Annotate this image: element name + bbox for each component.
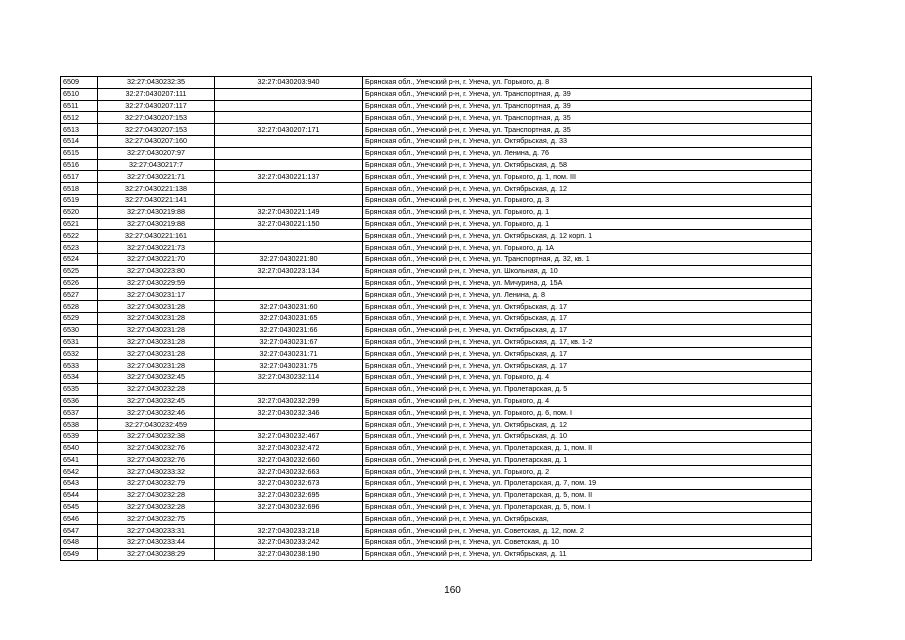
row-number-cell: 6528 [61,301,98,313]
table-row [61,289,812,301]
table-row [61,100,812,112]
parent-cadastral-number-cell [215,289,363,301]
address-cell: Брянская обл., Унечский р-н, г. Унеча, ул. Школьная, д. 10 [363,265,812,277]
cadastral-number-cell: 32:27:0430232:76 [98,454,215,466]
parent-cadastral-number-cell: 32:27:0430232:299 [215,395,363,407]
parent-cadastral-number-cell: 32:27:0430232:346 [215,407,363,419]
table-row [61,478,812,490]
property-table-body [61,77,812,561]
cadastral-number-cell: 32:27:0430232:75 [98,513,215,525]
row-number-cell: 6544 [61,489,98,501]
cadastral-number-cell: 32:27:0430231:28 [98,324,215,336]
parent-cadastral-number-cell [215,242,363,254]
parent-cadastral-number-cell: 32:27:0430232:695 [215,489,363,501]
parent-cadastral-number-cell [215,513,363,525]
parent-cadastral-number-cell: 32:27:0430221:137 [215,171,363,183]
table-row [61,183,812,195]
address-cell: Брянская обл., Унечский р-н, г. Унеча, ул. Октябрьская, д. 17 [363,360,812,372]
row-number-cell: 6524 [61,253,98,265]
parent-cadastral-number-cell: 32:27:0430231:65 [215,312,363,324]
parent-cadastral-number-cell: 32:27:0430232:663 [215,466,363,478]
table-row [61,407,812,419]
cadastral-number-cell: 32:27:0430232:38 [98,430,215,442]
table-row [61,253,812,265]
address-cell: Брянская обл., Унечский р-н, г. Унеча, ул. Октябрьская, д. 17 [363,348,812,360]
cadastral-number-cell: 32:27:0430232:28 [98,383,215,395]
table-row [61,537,812,549]
row-number-cell: 6549 [61,548,98,560]
cadastral-number-cell: 32:27:0430221:161 [98,230,215,242]
row-number-cell: 6512 [61,112,98,124]
parent-cadastral-number-cell: 32:27:0430231:67 [215,336,363,348]
parent-cadastral-number-cell [215,383,363,395]
table-row [61,419,812,431]
parent-cadastral-number-cell [215,88,363,100]
row-number-cell: 6510 [61,88,98,100]
address-cell: Брянская обл., Унечский р-н, г. Унеча, ул. Пролетарская, д. 5, пом. I [363,501,812,513]
cadastral-number-cell: 32:27:0430232:46 [98,407,215,419]
row-number-cell: 6511 [61,100,98,112]
parent-cadastral-number-cell: 32:27:0430223:134 [215,265,363,277]
row-number-cell: 6513 [61,124,98,136]
table-row [61,466,812,478]
table-row [61,324,812,336]
cadastral-number-cell: 32:27:0430207:97 [98,147,215,159]
cadastral-number-cell: 32:27:0430231:28 [98,301,215,313]
address-cell: Брянская обл., Унечский р-н, г. Унеча, ул. Горького, д. 1 [363,218,812,230]
address-cell: Брянская обл., Унечский р-н, г. Унеча, ул. Транспортная, д. 35 [363,112,812,124]
row-number-cell: 6529 [61,312,98,324]
row-number-cell: 6534 [61,371,98,383]
table-row [61,242,812,254]
parent-cadastral-number-cell: 32:27:0430221:80 [215,253,363,265]
cadastral-number-cell: 32:27:0430232:45 [98,395,215,407]
address-cell: Брянская обл., Унечский р-н, г. Унеча, ул. Октябрьская, д. 17, кв. 1-2 [363,336,812,348]
address-cell: Брянская обл., Унечский р-н, г. Унеча, ул. Пролетарская, д. 5 [363,383,812,395]
row-number-cell: 6532 [61,348,98,360]
row-number-cell: 6518 [61,183,98,195]
address-cell: Брянская обл., Унечский р-н, г. Унеча, ул. Транспортная, д. 39 [363,100,812,112]
address-cell: Брянская обл., Унечский р-н, г. Унеча, ул. Октябрьская, д. 12 корп. 1 [363,230,812,242]
address-cell: Брянская обл., Унечский р-н, г. Унеча, ул. Пролетарская, д. 7, пом. 19 [363,478,812,490]
address-cell: Брянская обл., Унечский р-н, г. Унеча, ул. Октябрьская, д. 12 [363,419,812,431]
address-cell: Брянская обл., Унечский р-н, г. Унеча, ул. Октябрьская, д. 10 [363,430,812,442]
row-number-cell: 6543 [61,478,98,490]
table-row [61,513,812,525]
address-cell: Брянская обл., Унечский р-н, г. Унеча, ул. Горького, д. 1 [363,206,812,218]
row-number-cell: 6526 [61,277,98,289]
parent-cadastral-number-cell: 32:27:0430233:242 [215,537,363,549]
table-row [61,348,812,360]
row-number-cell: 6537 [61,407,98,419]
cadastral-number-cell: 32:27:0430232:35 [98,77,215,89]
table-row [61,525,812,537]
row-number-cell: 6547 [61,525,98,537]
parent-cadastral-number-cell [215,419,363,431]
parent-cadastral-number-cell: 32:27:0430232:472 [215,442,363,454]
parent-cadastral-number-cell: 32:27:0430221:150 [215,218,363,230]
parent-cadastral-number-cell [215,147,363,159]
cadastral-number-cell: 32:27:0430207:153 [98,112,215,124]
address-cell: Брянская обл., Унечский р-н, г. Унеча, ул. Транспортная, д. 32, кв. 1 [363,253,812,265]
row-number-cell: 6531 [61,336,98,348]
parent-cadastral-number-cell: 32:27:0430232:673 [215,478,363,490]
table-row [61,360,812,372]
cadastral-number-cell: 32:27:0430219:88 [98,218,215,230]
parent-cadastral-number-cell [215,194,363,206]
address-cell: Брянская обл., Унечский р-н, г. Унеча, ул. Октябрьская, д. 17 [363,301,812,313]
parent-cadastral-number-cell [215,277,363,289]
address-cell: Брянская обл., Унечский р-н, г. Унеча, ул. Горького, д. 4 [363,371,812,383]
parent-cadastral-number-cell [215,159,363,171]
cadastral-number-cell: 32:27:0430207:153 [98,124,215,136]
row-number-cell: 6533 [61,360,98,372]
parent-cadastral-number-cell [215,100,363,112]
row-number-cell: 6509 [61,77,98,89]
address-cell: Брянская обл., Унечский р-н, г. Унеча, ул. Транспортная, д. 39 [363,88,812,100]
address-cell: Брянская обл., Унечский р-н, г. Унеча, ул. Горького, д. 1А [363,242,812,254]
cadastral-number-cell: 32:27:0430221:70 [98,253,215,265]
cadastral-number-cell: 32:27:0430207:160 [98,135,215,147]
cadastral-number-cell: 32:27:0430229:59 [98,277,215,289]
address-cell: Брянская обл., Унечский р-н, г. Унеча, ул. Октябрьская, [363,513,812,525]
parent-cadastral-number-cell: 32:27:0430233:218 [215,525,363,537]
row-number-cell: 6517 [61,171,98,183]
address-cell: Брянская обл., Унечский р-н, г. Унеча, ул. Ленина, д. 76 [363,147,812,159]
row-number-cell: 6545 [61,501,98,513]
table-row [61,312,812,324]
cadastral-number-cell: 32:27:0430231:17 [98,289,215,301]
row-number-cell: 6516 [61,159,98,171]
cadastral-number-cell: 32:27:0430223:80 [98,265,215,277]
row-number-cell: 6548 [61,537,98,549]
cadastral-number-cell: 32:27:0430221:138 [98,183,215,195]
cadastral-number-cell: 32:27:0430231:28 [98,312,215,324]
address-cell: Брянская обл., Унечский р-н, г. Унеча, ул. Пролетарская, д. 1 [363,454,812,466]
address-cell: Брянская обл., Унечский р-н, г. Унеча, ул. Октябрьская, д. 12 [363,183,812,195]
row-number-cell: 6541 [61,454,98,466]
parent-cadastral-number-cell: 32:27:0430232:467 [215,430,363,442]
row-number-cell: 6514 [61,135,98,147]
table-row [61,277,812,289]
parent-cadastral-number-cell: 32:27:0430231:71 [215,348,363,360]
table-row [61,489,812,501]
table-row [61,395,812,407]
parent-cadastral-number-cell: 32:27:0430231:66 [215,324,363,336]
table-row [61,301,812,313]
row-number-cell: 6546 [61,513,98,525]
table-row [61,88,812,100]
page-number: 160 [444,585,461,596]
address-cell: Брянская обл., Унечский р-н, г. Унеча, ул. Горького, д. 8 [363,77,812,89]
row-number-cell: 6535 [61,383,98,395]
row-number-cell: 6520 [61,206,98,218]
parent-cadastral-number-cell: 32:27:0430231:60 [215,301,363,313]
table-row [61,548,812,560]
address-cell: Брянская обл., Унечский р-н, г. Унеча, ул. Октябрьская, д. 58 [363,159,812,171]
table-row [61,206,812,218]
cadastral-number-cell: 32:27:0430219:88 [98,206,215,218]
row-number-cell: 6523 [61,242,98,254]
cadastral-number-cell: 32:27:0430221:141 [98,194,215,206]
address-cell: Брянская обл., Унечский р-н, г. Унеча, ул. Горького, д. 3 [363,194,812,206]
cadastral-number-cell: 32:27:0430232:28 [98,489,215,501]
table-row [61,383,812,395]
table-row [61,501,812,513]
address-cell: Брянская обл., Унечский р-н, г. Унеча, ул. Пролетарская, д. 5, пом. II [363,489,812,501]
parent-cadastral-number-cell: 32:27:0430231:75 [215,360,363,372]
table-row [61,336,812,348]
row-number-cell: 6525 [61,265,98,277]
cadastral-number-cell: 32:27:0430233:32 [98,466,215,478]
address-cell: Брянская обл., Унечский р-н, г. Унеча, ул. Пролетарская, д. 1, пом. II [363,442,812,454]
cadastral-number-cell: 32:27:0430231:28 [98,348,215,360]
table-row [61,430,812,442]
address-cell: Брянская обл., Унечский р-н, г. Унеча, ул. Советская, д. 12, пом. 2 [363,525,812,537]
table-row [61,124,812,136]
table-row [61,194,812,206]
address-cell: Брянская обл., Унечский р-н, г. Унеча, ул. Ленина, д. 8 [363,289,812,301]
table-row [61,265,812,277]
address-cell: Брянская обл., Унечский р-н, г. Унеча, ул. Октябрьская, д. 17 [363,312,812,324]
table-row [61,147,812,159]
address-cell: Брянская обл., Унечский р-н, г. Унеча, ул. Советская, д. 10 [363,537,812,549]
row-number-cell: 6542 [61,466,98,478]
address-cell: Брянская обл., Унечский р-н, г. Унеча, ул. Октябрьская, д. 17 [363,324,812,336]
address-cell: Брянская обл., Унечский р-н, г. Унеча, ул. Горького, д. 6, пом. I [363,407,812,419]
row-number-cell: 6540 [61,442,98,454]
cadastral-number-cell: 32:27:0430232:76 [98,442,215,454]
cadastral-number-cell: 32:27:0430217:7 [98,159,215,171]
address-cell: Брянская обл., Унечский р-н, г. Унеча, ул. Горького, д. 1, пом. III [363,171,812,183]
table-row [61,230,812,242]
parent-cadastral-number-cell: 32:27:0430232:696 [215,501,363,513]
cadastral-number-cell: 32:27:0430231:28 [98,360,215,372]
row-number-cell: 6530 [61,324,98,336]
address-cell: Брянская обл., Унечский р-н, г. Унеча, ул. Горького, д. 4 [363,395,812,407]
parent-cadastral-number-cell: 32:27:0430232:114 [215,371,363,383]
cadastral-number-cell: 32:27:0430238:29 [98,548,215,560]
cadastral-number-cell: 32:27:0430231:28 [98,336,215,348]
parent-cadastral-number-cell [215,112,363,124]
cadastral-number-cell: 32:27:0430232:459 [98,419,215,431]
table-row [61,454,812,466]
parent-cadastral-number-cell: 32:27:0430232:660 [215,454,363,466]
cadastral-number-cell: 32:27:0430232:28 [98,501,215,513]
parent-cadastral-number-cell [215,230,363,242]
parent-cadastral-number-cell [215,135,363,147]
table-row [61,77,812,89]
table-row [61,371,812,383]
parent-cadastral-number-cell: 32:27:0430221:149 [215,206,363,218]
cadastral-number-cell: 32:27:0430207:111 [98,88,215,100]
row-number-cell: 6522 [61,230,98,242]
table-row [61,171,812,183]
cadastral-number-cell: 32:27:0430233:44 [98,537,215,549]
row-number-cell: 6515 [61,147,98,159]
row-number-cell: 6527 [61,289,98,301]
address-cell: Брянская обл., Унечский р-н, г. Унеча, ул. Мичурина, д. 15А [363,277,812,289]
cadastral-number-cell: 32:27:0430207:117 [98,100,215,112]
table-row [61,442,812,454]
cadastral-number-cell: 32:27:0430232:45 [98,371,215,383]
table-row [61,218,812,230]
address-cell: Брянская обл., Унечский р-н, г. Унеча, ул. Октябрьская, д. 33 [363,135,812,147]
row-number-cell: 6539 [61,430,98,442]
table-row [61,112,812,124]
row-number-cell: 6536 [61,395,98,407]
address-cell: Брянская обл., Унечский р-н, г. Унеча, ул. Транспортная, д. 35 [363,124,812,136]
table-row [61,159,812,171]
cadastral-number-cell: 32:27:0430221:71 [98,171,215,183]
row-number-cell: 6521 [61,218,98,230]
address-cell: Брянская обл., Унечский р-н, г. Унеча, ул. Горького, д. 2 [363,466,812,478]
row-number-cell: 6519 [61,194,98,206]
cadastral-number-cell: 32:27:0430221:73 [98,242,215,254]
address-cell: Брянская обл., Унечский р-н, г. Унеча, ул. Октябрьская, д. 11 [363,548,812,560]
parent-cadastral-number-cell: 32:27:0430203:940 [215,77,363,89]
parent-cadastral-number-cell [215,183,363,195]
cadastral-number-cell: 32:27:0430232:79 [98,478,215,490]
row-number-cell: 6538 [61,419,98,431]
parent-cadastral-number-cell: 32:27:0430238:190 [215,548,363,560]
parent-cadastral-number-cell: 32:27:0430207:171 [215,124,363,136]
property-table [60,76,812,561]
cadastral-number-cell: 32:27:0430233:31 [98,525,215,537]
table-row [61,135,812,147]
